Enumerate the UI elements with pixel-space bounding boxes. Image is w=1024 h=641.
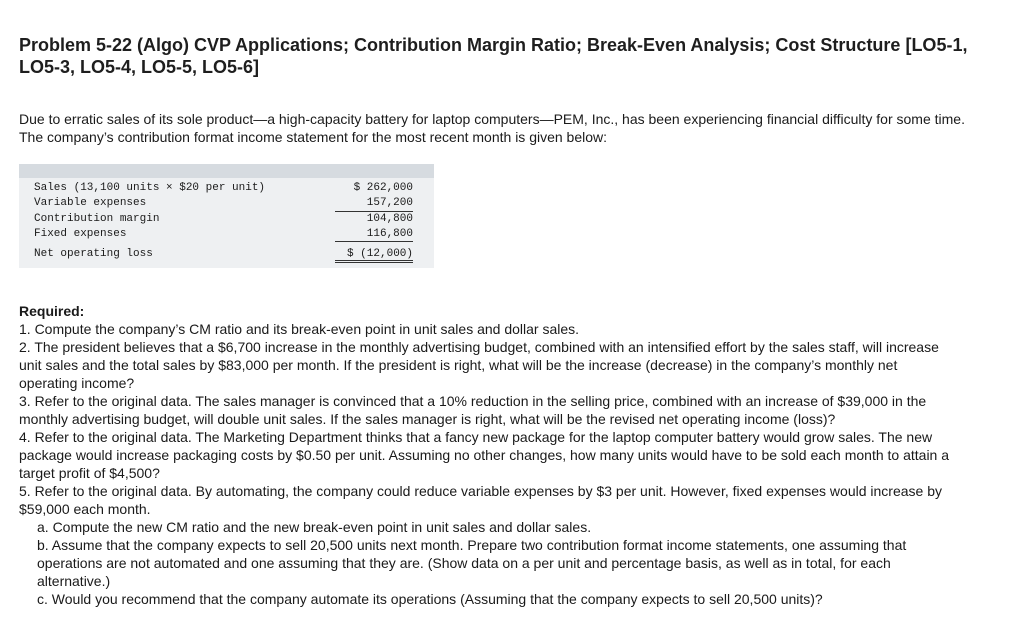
statement-row-net-operating-loss: [19, 247, 434, 262]
statement-label: Contribution margin: [34, 212, 160, 225]
statement-amount: $ (12,000): [335, 247, 413, 263]
income-statement: [19, 164, 434, 268]
statement-label: Fixed expenses: [34, 227, 127, 240]
problem-title: Problem 5-22 (Algo) CVP Applications; Contribution Margin Ratio; Break-Even Analysis; Cost Structure [LO5-1, LO5-3, LO5-4, LO5-5, LO5-6]: [19, 35, 968, 77]
requirement-2: 2. The president believes that a $6,700 increase in the monthly advertising budget, combined with an intensified effort by the sales staff, will increase unit sales and the total sales by $83,000 per month. If the president is right, what will be the increase (decrease) in the company’s monthly net operating income?: [19, 339, 939, 391]
requirement-4: 4. Refer to the original data. The Marketing Department thinks that a fancy new package for the laptop computer battery would grow sales. The new package would increase packaging costs by $0.50 per unit. Assuming no other changes, how many units would have to be sold each month to attain a target profit of $4,500?: [19, 429, 950, 481]
requirement-5: 5. Refer to the original data. By automating, the company could reduce variable expenses by $3 per unit. However, fixed expenses would increase by $59,000 each month.: [19, 483, 942, 517]
requirement-5c: c. Would you recommend that the company automate its operations (Assuming that the company expects to sell 20,500 units)?: [37, 591, 823, 607]
statement-row-sales: [19, 181, 434, 196]
requirement-3: 3. Refer to the original data. The sales manager is convinced that a 10% reduction in the selling price, combined with an increase of $39,000 in the monthly advertising budget, will double unit sales. If the sales manager is right, what will be the revised net operating income (loss)?: [19, 393, 927, 427]
requirement-5a: a. Compute the new CM ratio and the new break-even point in unit sales and dollar sales.: [37, 519, 592, 535]
statement-amount: $ 262,000: [353, 182, 413, 194]
requirement-1: 1. Compute the company’s CM ratio and its break-even point in unit sales and dollar sales.: [19, 321, 580, 337]
required-heading: Required:: [19, 303, 85, 319]
requirement-5b: b. Assume that the company expects to sell 20,500 units next month. Prepare two contribution format income statements, one assuming that operations are not automated and one assuming that they are. (Show data on a per unit and percentage basis, as well as in total, for each alternative.): [37, 537, 907, 589]
statement-label: Net operating loss: [34, 248, 153, 261]
income-statement-header: [19, 164, 434, 178]
statement-row-contribution-margin: [19, 212, 434, 227]
statement-amount: 157,200: [335, 196, 413, 211]
statement-row-fixed-expenses: [19, 227, 434, 242]
statement-label: Variable expenses: [34, 197, 147, 210]
required-section: [19, 302, 954, 608]
statement-amount: 116,800: [335, 227, 413, 242]
statement-label: Sales (13,100 units × $20 per unit): [34, 182, 266, 194]
statement-row-variable-expenses: [19, 196, 434, 211]
statement-amount: 104,800: [366, 212, 413, 225]
income-statement-body: [19, 178, 434, 268]
problem-intro: Due to erratic sales of its sole product—a high-capacity battery for laptop computers—PEM, Inc., has been experiencing financial difficulty for some time. The company’s contribution format income statement for the most recent month is given below:: [19, 111, 965, 145]
